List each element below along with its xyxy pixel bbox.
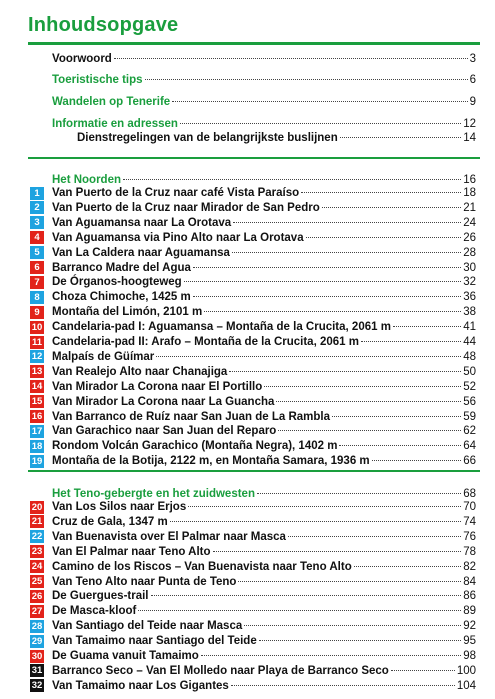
dot-leader <box>276 401 461 402</box>
route-entry[interactable] <box>52 186 476 200</box>
entry-title: Van Aguamansa via Pino Alto naar La Orotava <box>52 231 304 244</box>
page-number: 59 <box>463 410 476 423</box>
dot-leader <box>257 493 461 494</box>
entry-title: Van La Caldera naar Aguamansa <box>52 246 230 259</box>
page-number: 30 <box>463 261 476 274</box>
dot-leader <box>145 79 468 80</box>
route-number-badge: 14 <box>31 381 43 393</box>
entry-title: Barranco Madre del Agua <box>52 261 191 274</box>
entry-title: Barranco Seco – Van El Molledo naar Playa de Barranco Seco <box>52 664 389 677</box>
section-heading[interactable] <box>52 487 476 501</box>
route-entry[interactable] <box>52 305 476 319</box>
entry-title: Wandelen op Tenerife <box>52 96 171 108</box>
page-number: 14 <box>463 132 476 144</box>
route-entry[interactable] <box>52 634 476 648</box>
route-entry[interactable] <box>52 335 476 349</box>
entry-title: Van Los Silos naar Erjos <box>52 501 187 513</box>
route-number-badge: 26 <box>31 590 43 602</box>
route-number-badge: 16 <box>31 411 43 422</box>
entry-title: De Órganos-hoogteweg <box>52 276 182 289</box>
route-number-badge: 21 <box>31 516 43 528</box>
page-number: 78 <box>463 545 476 558</box>
dot-leader <box>306 237 462 238</box>
page-number: 70 <box>463 501 476 513</box>
route-entry[interactable] <box>52 439 476 453</box>
route-number-badge: 7 <box>30 276 44 289</box>
page-number: 104 <box>456 679 476 692</box>
dot-leader <box>204 311 461 312</box>
title-rule <box>28 42 480 45</box>
page-number: 12 <box>463 118 476 130</box>
route-entry[interactable] <box>52 320 476 334</box>
page-number: 24 <box>463 216 476 229</box>
route-number-badge: 30 <box>31 650 43 662</box>
route-number-badge: 25 <box>31 576 43 587</box>
dot-leader <box>393 326 461 327</box>
dot-leader <box>123 179 461 180</box>
page-number: 89 <box>463 605 476 618</box>
entry-title: Toeristische tips <box>52 74 143 86</box>
entry-title: Candelaria-pad I: Aguamansa – Montaña de la Crucita, 2061 m <box>52 321 391 334</box>
route-entry[interactable] <box>52 500 476 514</box>
entry-title: De Masca-kloof <box>52 605 137 618</box>
dot-leader <box>301 192 461 193</box>
route-entry[interactable] <box>52 350 476 364</box>
page-number: 62 <box>463 425 476 438</box>
route-entry[interactable] <box>52 679 476 693</box>
page-number: 26 <box>463 231 476 244</box>
section-heading[interactable] <box>52 173 476 187</box>
dot-leader <box>259 640 461 641</box>
entry-title: Van Garachico naar San Juan del Reparo <box>52 425 277 438</box>
route-number-badge: 11 <box>31 336 43 348</box>
route-number-badge: 29 <box>31 635 43 647</box>
route-entry[interactable] <box>52 201 476 215</box>
route-number-badge: 28 <box>31 620 43 632</box>
entry-title: Camino de los Riscos – Van Buenavista naar Teno Alto <box>52 560 352 573</box>
dot-leader <box>361 341 461 342</box>
page-number: 9 <box>469 96 476 108</box>
route-number-badge: 13 <box>31 366 43 378</box>
route-entry[interactable] <box>52 619 476 633</box>
route-number-badge: 31 <box>31 665 43 677</box>
dot-leader <box>391 670 455 671</box>
entry-title: Van El Palmar naar Teno Alto <box>52 545 211 558</box>
route-number-badge: 15 <box>31 396 43 408</box>
dot-leader <box>188 506 461 507</box>
route-entry[interactable] <box>52 231 476 245</box>
entry-title: Voorwoord <box>52 53 112 65</box>
page-number: 68 <box>463 488 476 500</box>
page-number: 36 <box>463 291 476 304</box>
dot-leader <box>193 296 462 297</box>
page-number: 21 <box>463 201 476 214</box>
entry-title: Choza Chimoche, 1425 m <box>52 291 191 304</box>
entry-title: Het Noorden <box>52 174 121 186</box>
route-entry[interactable] <box>52 560 476 574</box>
route-entry[interactable] <box>52 649 476 663</box>
toc-entry[interactable] <box>77 131 476 145</box>
dot-leader <box>238 581 461 582</box>
route-entry[interactable] <box>52 395 476 409</box>
route-number-badge: 2 <box>30 201 44 214</box>
entry-title: Van Barranco de Ruíz naar San Juan de La Rambla <box>52 410 331 423</box>
dot-leader <box>244 625 461 626</box>
route-entry[interactable] <box>52 515 476 529</box>
dot-leader <box>229 371 461 372</box>
page-number: 28 <box>463 246 476 259</box>
page-number: 41 <box>463 321 476 334</box>
entry-title: Van Teno Alto naar Punta de Teno <box>52 575 237 588</box>
entry-title: Candelaria-pad II: Arafo – Montaña de la Crucita, 2061 m <box>52 336 359 348</box>
route-number-badge: 18 <box>31 440 43 452</box>
entry-title: Montaña del Limón, 2101 m <box>52 306 203 319</box>
dot-leader <box>138 610 461 611</box>
page-number: 98 <box>463 650 476 662</box>
route-entry[interactable] <box>52 589 476 603</box>
toc-entry[interactable] <box>52 95 476 109</box>
dot-leader <box>170 521 462 522</box>
page-number: 82 <box>463 560 476 573</box>
entry-title: Malpaís de Güímar <box>52 350 155 363</box>
dot-leader <box>180 123 461 124</box>
entry-title: Het Teno-gebergte en het zuidwesten <box>52 488 255 500</box>
entry-title: Van Mirador La Corona naar La Guancha <box>52 395 275 408</box>
page-number: 38 <box>463 306 476 319</box>
page-number: 50 <box>463 365 476 378</box>
dot-leader <box>372 460 462 461</box>
route-number-badge: 17 <box>31 425 43 437</box>
dot-leader <box>231 685 455 686</box>
dot-leader <box>278 430 461 431</box>
page-title: Inhoudsopgave <box>28 14 179 36</box>
dot-leader <box>151 595 462 596</box>
route-number-badge: 1 <box>30 187 44 200</box>
route-number-badge: 10 <box>31 321 43 333</box>
dot-leader <box>233 222 461 223</box>
route-entry[interactable] <box>52 575 476 589</box>
entry-title: Van Mirador La Corona naar El Portillo <box>52 380 263 393</box>
page-number: 64 <box>463 440 476 453</box>
entry-title: Van Buenavista over El Palmar naar Masca <box>52 530 286 543</box>
route-entry[interactable] <box>52 216 476 230</box>
route-entry[interactable] <box>52 290 476 304</box>
route-entry[interactable] <box>52 380 476 394</box>
dot-leader <box>354 566 461 567</box>
route-entry[interactable] <box>52 275 476 289</box>
page-number: 76 <box>463 530 476 543</box>
route-number-badge: 19 <box>31 455 43 467</box>
route-number-badge: 27 <box>31 605 43 617</box>
entry-title: De Guergues-trail <box>52 590 149 603</box>
route-entry[interactable] <box>52 261 476 275</box>
entry-title: Van Puerto de la Cruz naar Mirador de San Pedro <box>52 201 320 214</box>
route-entry[interactable] <box>52 454 476 468</box>
dot-leader <box>232 252 461 253</box>
dot-leader <box>288 536 461 537</box>
dot-leader <box>193 267 461 268</box>
dot-leader <box>172 101 467 102</box>
entry-title: Van Tamaimo naar Santiago del Teide <box>52 635 257 648</box>
toc-entry[interactable] <box>52 52 476 66</box>
route-number-badge: 23 <box>31 546 43 558</box>
toc-entry[interactable] <box>52 117 476 131</box>
dot-leader <box>184 281 462 282</box>
toc-entry[interactable] <box>52 73 476 87</box>
dot-leader <box>322 207 461 208</box>
entry-title: Cruz de Gala, 1347 m <box>52 515 168 528</box>
dot-leader <box>264 386 461 387</box>
route-number-badge: 20 <box>31 501 43 513</box>
entry-title: De Guama vanuit Tamaimo <box>52 650 199 662</box>
entry-title: Montaña de la Botija, 2122 m, en Montaña Samara, 1936 m <box>52 455 370 468</box>
page-number: 56 <box>463 395 476 408</box>
dot-leader <box>201 655 461 656</box>
page-number: 18 <box>463 187 476 199</box>
dot-leader <box>339 445 461 446</box>
route-entry[interactable] <box>52 410 476 424</box>
dot-leader <box>340 137 461 138</box>
page-number: 74 <box>463 515 476 528</box>
entry-title: Van Santiago del Teide naar Masca <box>52 620 243 633</box>
entry-title: Dienstregelingen van de belangrijkste buslijnen <box>77 132 338 144</box>
page-number: 3 <box>469 53 476 65</box>
route-entry[interactable] <box>52 664 476 678</box>
page-number: 84 <box>463 575 476 588</box>
route-entry[interactable] <box>52 604 476 618</box>
page-number: 6 <box>469 74 476 86</box>
route-number-badge: 24 <box>31 561 43 573</box>
entry-title: Informatie en adressen <box>52 118 178 130</box>
dot-leader <box>156 356 461 357</box>
dot-leader <box>213 551 462 552</box>
page-number: 44 <box>463 336 476 348</box>
entry-title: Rondom Volcán Garachico (Montaña Negra), 1402 m <box>52 440 338 453</box>
route-number-badge: 6 <box>30 261 44 274</box>
entry-title: Van Realejo Alto naar Chanajiga <box>52 365 228 378</box>
route-number-badge: 9 <box>30 306 44 319</box>
route-entry[interactable] <box>52 545 476 559</box>
route-entry[interactable] <box>52 424 476 438</box>
route-entry[interactable] <box>52 246 476 260</box>
page-number: 100 <box>456 664 476 677</box>
route-entry[interactable] <box>52 365 476 379</box>
entry-title: Van Puerto de la Cruz naar café Vista Paraíso <box>52 187 300 199</box>
route-number-badge: 12 <box>31 351 43 363</box>
route-number-badge: 5 <box>30 246 44 259</box>
page-number: 92 <box>463 620 476 633</box>
page-number: 32 <box>463 276 476 289</box>
page-number: 48 <box>463 350 476 363</box>
route-entry[interactable] <box>52 530 476 544</box>
section-rule <box>28 470 480 472</box>
route-number-badge: 8 <box>30 291 44 304</box>
entry-title: Van Tamaimo naar Los Gigantes <box>52 679 229 692</box>
page-number: 66 <box>463 455 476 468</box>
page-number: 86 <box>463 590 476 603</box>
route-number-badge: 22 <box>31 531 43 543</box>
page-number: 16 <box>463 174 476 186</box>
route-number-badge: 3 <box>30 216 44 229</box>
page-number: 52 <box>463 380 476 393</box>
section-rule <box>28 157 480 159</box>
route-number-badge: 4 <box>30 231 44 244</box>
page-number: 95 <box>463 635 476 648</box>
entry-title: Van Aguamansa naar La Orotava <box>52 216 232 229</box>
route-number-badge: 32 <box>31 680 43 692</box>
dot-leader <box>332 416 461 417</box>
dot-leader <box>114 58 468 59</box>
